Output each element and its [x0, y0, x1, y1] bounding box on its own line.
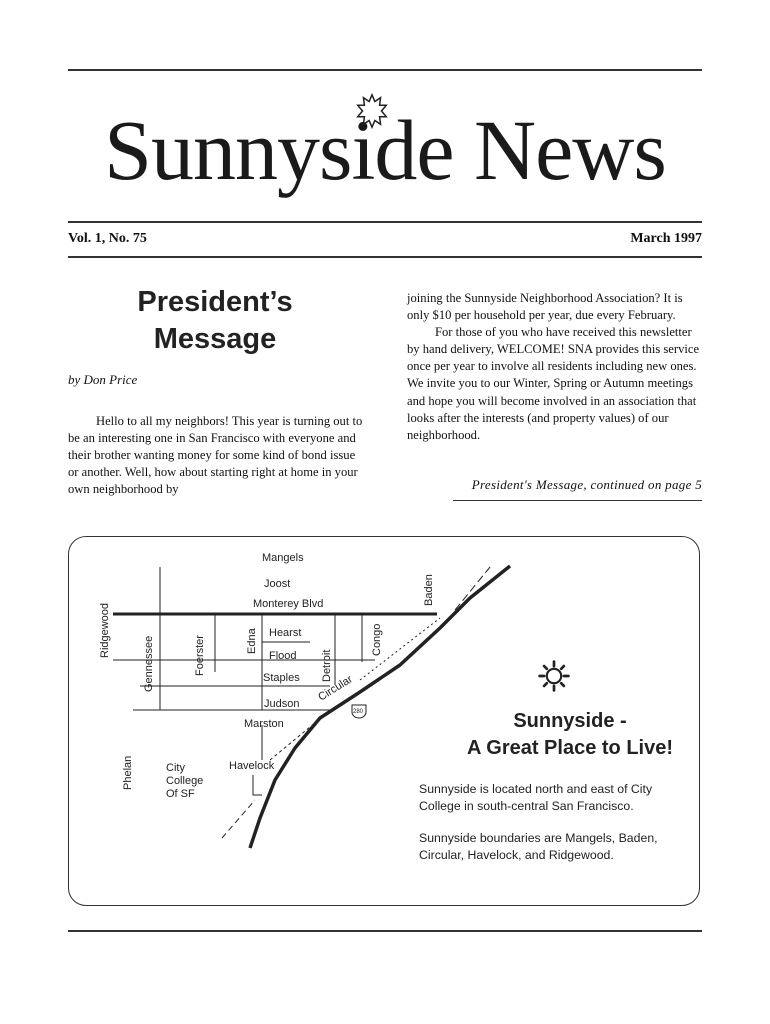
street-label-baden: Baden [423, 574, 435, 606]
street-label-hearst: Hearst [269, 627, 302, 639]
landmark-label-line2: College [166, 775, 204, 787]
street-label-flood: Flood [269, 650, 297, 662]
street-label-joost: Joost [264, 578, 291, 590]
landmark-label-line1: City [166, 762, 185, 774]
street-label-mangels: Mangels [262, 552, 304, 564]
street-label-havelock: Havelock [229, 760, 275, 772]
article-byline: by Don Price [68, 372, 138, 387]
article-paragraph: For those of you who have received this newsletter by hand delivery, WELCOME! SNA provides this service once per year to involve all residents including new ones. We invite you to our Winter, Spring or Autumn meetings and hope you will become involved in an association that looks after the interests (and property values) of our neighborhood. [407, 325, 700, 442]
street-label-circular: Circular [316, 673, 355, 704]
map-description-paragraph: Sunnyside boundaries are Mangels, Baden, Circular, Havelock, and Ridgewood. [419, 831, 658, 862]
article-title-line1: President’s [137, 286, 293, 318]
street-phelan-dash [222, 800, 255, 838]
highway-shield-label: 280 [353, 709, 364, 715]
highway-shield-icon [352, 705, 366, 718]
map-description-paragraph: Sunnyside is located north and east of City College in south-central San Francisco. [419, 782, 653, 813]
street-baden-dash [455, 567, 490, 610]
issue-volume: Vol. 1, No. 75 [68, 231, 147, 246]
bottom-rule [68, 930, 702, 932]
street-label-foerster: Foerster [194, 635, 206, 676]
map-headline-line1: Sunnyside - [513, 710, 627, 732]
sunburst-icon [536, 658, 572, 694]
street-label-judson: Judson [264, 698, 300, 710]
street-label-detroit: Detroit [321, 649, 333, 682]
article-title-line2: Message [153, 323, 277, 355]
map-headline [420, 708, 720, 762]
street-label-phelan: Phelan [122, 755, 134, 790]
street-label-monterey: Monterey Blvd [253, 598, 324, 610]
issue-date: March 1997 [630, 231, 702, 246]
street-label-gennessee: Gennessee [143, 635, 155, 692]
landmark-label-line3: Of SF [166, 788, 195, 800]
street-label-ridgewood: Ridgewood [99, 602, 111, 658]
map-description [419, 781, 691, 879]
continued-link[interactable]: President's Message, continued on page 5 [471, 477, 702, 492]
street-label-edna: Edna [246, 628, 258, 654]
article-paragraph: Hello to all my neighbors! This year is turning out to be an interesting one in San Francisco with everyone and their brother wanting money for some kind of bond issue or another. Well, how about starting right at home in your own neighborhood by [68, 414, 363, 496]
street-label-marston: Marston [244, 718, 284, 730]
street-label-congo: Congo [371, 623, 383, 656]
street-havelock-dogleg [253, 775, 262, 795]
article-paragraph: joining the Sunnyside Neighborhood Association? It is only $10 per household per year, due every February. [407, 291, 683, 323]
map-headline-line2: A Great Place to Live! [467, 737, 673, 759]
street-label-staples: Staples [263, 672, 300, 684]
masthead-title: Sunnyside News [104, 102, 666, 198]
